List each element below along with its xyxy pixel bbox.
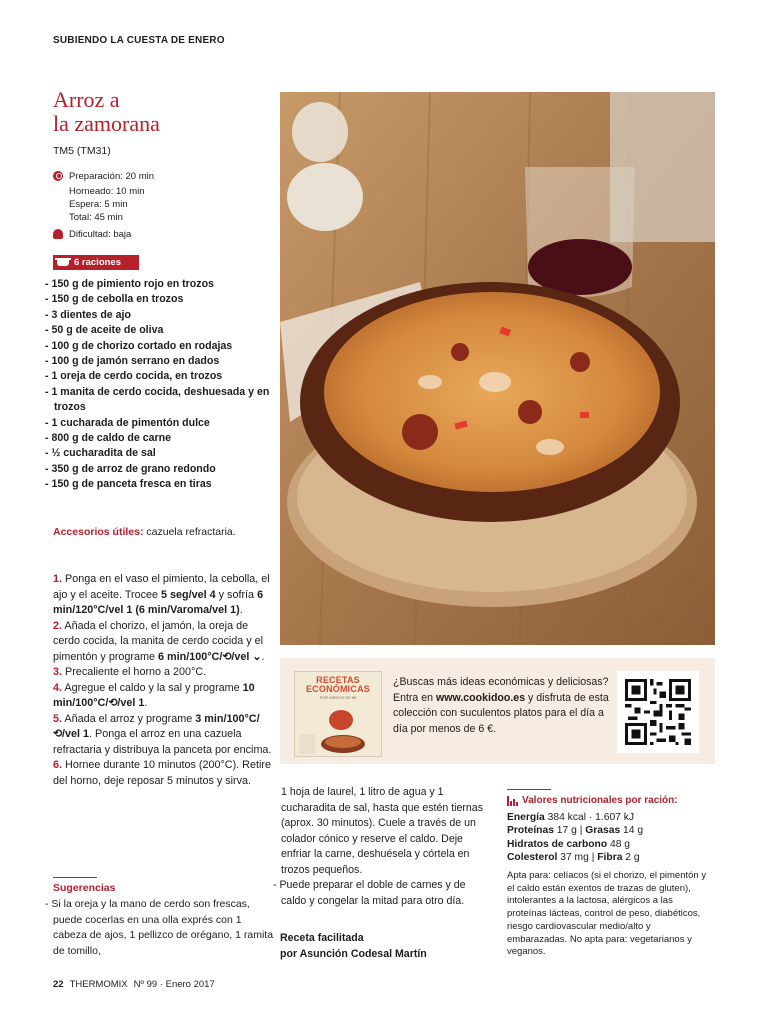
total-time: Total: 45 min <box>69 212 123 223</box>
paella-dish-image <box>280 92 715 645</box>
ingredient-item: - 1 cucharada de pimentón dulce <box>45 416 210 429</box>
ingredient-item: - 3 dientes de ajo <box>45 308 131 321</box>
bar-chart-icon <box>507 796 518 806</box>
prep-time: Preparación: 20 min <box>69 171 155 182</box>
step-setting: 3 min/100°C/⟲/vel 1 <box>53 712 260 740</box>
book-subtitle: POR MENOS DE 6€ <box>319 695 357 700</box>
credit-line: por Asunción Codesal Martín <box>280 948 427 960</box>
thermomix-model: TM5 (TM31) <box>53 145 111 157</box>
title-line-1: Arroz a <box>53 87 120 112</box>
step-setting: 6 min/120°C/vel 1 (6 min/Varoma/vel 1) <box>53 588 264 616</box>
ingredient-item: - ½ cucharadita de sal <box>45 447 156 460</box>
recipe-credit <box>280 930 427 962</box>
ingredient-item: - 100 g de jamón serrano en dados <box>45 355 220 368</box>
steps <box>53 572 275 789</box>
ingredient-item: - 1 oreja de cerdo cocida, en trozos <box>45 370 223 383</box>
step-text: Añada el chorizo, el jamón, la oreja de cerdo cocida, la manita de cerdo cocida y el pimentón y programe <box>53 619 264 663</box>
step-number: 3. <box>53 666 63 678</box>
step-3 <box>53 665 275 681</box>
step-setting: 6 min/100°C/⟲/vel ⌄ <box>158 650 262 663</box>
wait-time: Espera: 5 min <box>69 199 128 210</box>
step-text: y sofría <box>215 588 258 601</box>
nutrition-row <box>507 851 643 864</box>
cookidoo-link[interactable]: www.cookidoo.es <box>436 691 526 704</box>
ingredient-item: - 150 g de cebolla en trozos <box>45 293 184 306</box>
step-text: . <box>261 650 265 663</box>
step-text: . Ponga el arroz en una cazuela refractaria y distribuya la panceta por encima. <box>53 728 272 756</box>
nutrient-value: 37 mg | <box>557 851 598 863</box>
nutrient-value: 17 g | <box>553 825 586 837</box>
nutrient-value: 48 g <box>607 838 631 850</box>
nutrient-label: Energía <box>507 812 545 823</box>
accessories-text: cazuela refractaria. <box>143 526 236 538</box>
nutrition-row <box>507 838 643 851</box>
step-text: . <box>144 697 148 709</box>
nutrition-row <box>507 811 643 824</box>
step-setting: 5 seg/vel 4 <box>161 588 216 601</box>
step-number: 1. <box>53 573 63 585</box>
ingredient-item: - 150 g de panceta fresca en tiras <box>45 478 212 491</box>
dish-photo <box>280 92 715 645</box>
clock-icon <box>53 170 69 185</box>
book-cover <box>294 671 382 757</box>
magazine-name: THERMOMIX <box>69 979 128 990</box>
ingredient-item: - 50 g de aceite de oliva <box>45 324 164 337</box>
step-text: . <box>239 604 243 616</box>
nutrient-label: Proteínas <box>507 825 554 837</box>
title-line-2: la zamorana <box>53 111 160 136</box>
times-block <box>53 170 154 243</box>
step-5 <box>53 712 275 759</box>
difficulty: Dificultad: baja <box>69 229 132 240</box>
recipe-title <box>53 88 160 136</box>
promo-text-part: ¿Buscas más ideas económicas y deliciosas? Entra en <box>393 676 609 704</box>
ingredients-list <box>45 277 270 493</box>
book-title-line: RECETAS <box>316 675 360 685</box>
nutrient-label: Hidratos de carbono <box>507 838 608 850</box>
step-4 <box>53 681 275 712</box>
credit-line: Receta facilitada <box>280 932 364 944</box>
suggestions-continued <box>273 785 493 909</box>
nutrition-title <box>507 795 678 806</box>
ingredient-item: - 100 g de chorizo cortado en rodajas <box>45 339 233 352</box>
step-6 <box>53 758 275 789</box>
ingredient-item: - 800 g de caldo de carne <box>45 432 171 445</box>
pot-icon <box>57 260 69 266</box>
issue-info: Nº 99 · Enero 2017 <box>133 979 215 990</box>
step-text: Ponga en el vaso el pimiento, la cebolla, el ajo y el aceite. Trocee <box>53 573 270 601</box>
ingredient-item: - 1 manita de cerdo cocida, deshuesada y en trozos <box>45 385 270 414</box>
ingredient-item: - 150 g de pimiento rojo en trozos <box>45 278 214 290</box>
step-1 <box>53 572 275 619</box>
page-footer <box>53 979 215 990</box>
suggestions-title: Sugerencias <box>53 882 116 894</box>
qr-code-icon <box>625 679 691 745</box>
step-setting: 10 min/100°C/⟲/vel 1 <box>53 681 255 709</box>
step-text: Agregue el caldo y la sal y programe <box>62 681 243 694</box>
dietary-suitability: Apta para: celíacos (si el chorizo, el pimentón y el caldo están exentos de trazas de gluten), intolerantes a la lactosa, alérgicos a las proteínas lácteas, control de peso, diabéticos, riesgo cardiovascular medio/alto y embarazadas. No apta para: vegetarianos y veganos. <box>507 870 707 958</box>
suggestions-rule <box>53 877 97 878</box>
nutrition-title-text: Valores nutricionales por ración: <box>522 795 678 806</box>
nutrient-label: Colesterol <box>507 851 558 863</box>
nutrient-label: Grasas <box>585 825 621 837</box>
promo-text <box>393 675 613 737</box>
nutrient-label: Fibra <box>597 851 623 863</box>
book-illustration <box>295 672 382 757</box>
servings-label: 6 raciones <box>74 257 121 268</box>
nutrient-value: 2 g <box>622 851 640 863</box>
page-number: 22 <box>53 979 64 990</box>
accessories <box>53 526 236 538</box>
step-number: 6. <box>53 759 63 771</box>
section-label: SUBIENDO LA CUESTA DE ENERO <box>53 35 225 46</box>
book-title-line: ECONÓMICAS <box>305 684 370 694</box>
ingredient-item: - 350 g de arroz de grano redondo <box>45 462 216 475</box>
suggestions-text-cont: 1 hoja de laurel, 1 litro de agua y 1 cucharadita de sal, hasta que estén tiernas (aprox. 30 minutos). Cuele a través de un colador cónico y reserve el caldo. Deje enfriar la carne, deshuésela y córtela en trozos pequeños. <box>281 786 484 876</box>
nutrition-values <box>507 811 643 864</box>
bake-time: Horneado: 10 min <box>69 186 145 197</box>
step-2 <box>53 619 275 666</box>
step-text: Añada el arroz y programe <box>62 712 196 725</box>
suggestions-text-extra: - Puede preparar el doble de carnes y de caldo y congelar la mitad para otro día. <box>273 879 466 907</box>
accessories-label: Accesorios útiles: <box>53 526 144 538</box>
step-number: 5. <box>53 712 63 725</box>
suggestions-text: - Si la oreja y la mano de cerdo son frescas, puede cocerlas en una olla exprés con 1 cabeza de ajos, 1 pellizco de orégano, 1 ramita de tomillo, <box>45 898 274 957</box>
nutrient-value: 14 g <box>620 825 644 837</box>
nutrition-rule <box>507 789 551 790</box>
step-text: Precaliente el horno a 200°C. <box>62 666 207 678</box>
nutrient-value: 384 kcal · 1.607 kJ <box>544 812 635 823</box>
step-number: 4. <box>53 681 63 694</box>
qr-code[interactable] <box>617 671 699 753</box>
promo-text-part: y disfruta de esta colección con suculentos platos para el día a día por menos de 6 €. <box>393 691 609 735</box>
step-number: 2. <box>53 619 63 632</box>
chef-hat-icon <box>53 228 69 243</box>
step-text: Hornee durante 10 minutos (200°C). Retire del horno, deje reposar 5 minutos y sirva. <box>53 759 271 787</box>
servings-badge <box>53 255 139 270</box>
nutrition-row <box>507 824 643 837</box>
